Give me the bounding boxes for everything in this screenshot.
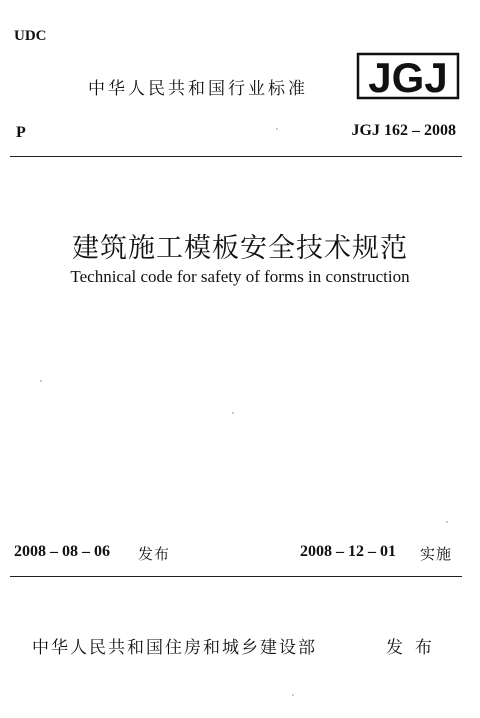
- title-english: Technical code for safety of forms in construction: [70, 267, 410, 286]
- scan-speck: [276, 128, 278, 130]
- udc-label: UDC: [14, 28, 47, 44]
- jgj-logo: [356, 40, 460, 106]
- publisher-name: 中华人民共和国住房和城乡建设部: [32, 638, 317, 658]
- implementation-date: 2008 – 12 – 01: [300, 543, 396, 560]
- jgj-logo-mark: [356, 40, 460, 106]
- implementation-label: 实施: [420, 545, 453, 563]
- scan-speck: [292, 694, 294, 696]
- issue-label: 发布: [138, 545, 171, 563]
- scan-speck: [40, 380, 42, 382]
- scan-speck: [232, 412, 234, 414]
- standard-number: JGJ 162 – 2008: [351, 122, 456, 139]
- publish-label: 发布: [386, 638, 444, 658]
- title-chinese: 建筑施工模板安全技术规范: [72, 233, 408, 264]
- issue-date: 2008 – 08 – 06: [14, 543, 110, 560]
- jgj-logo-text: JGJ: [368, 54, 448, 101]
- top-divider: [10, 156, 462, 157]
- scan-speck: [446, 521, 448, 523]
- bottom-divider: [10, 576, 462, 577]
- classification-code: P: [16, 124, 26, 141]
- standard-type-heading: 中华人民共和国行业标准: [88, 79, 308, 99]
